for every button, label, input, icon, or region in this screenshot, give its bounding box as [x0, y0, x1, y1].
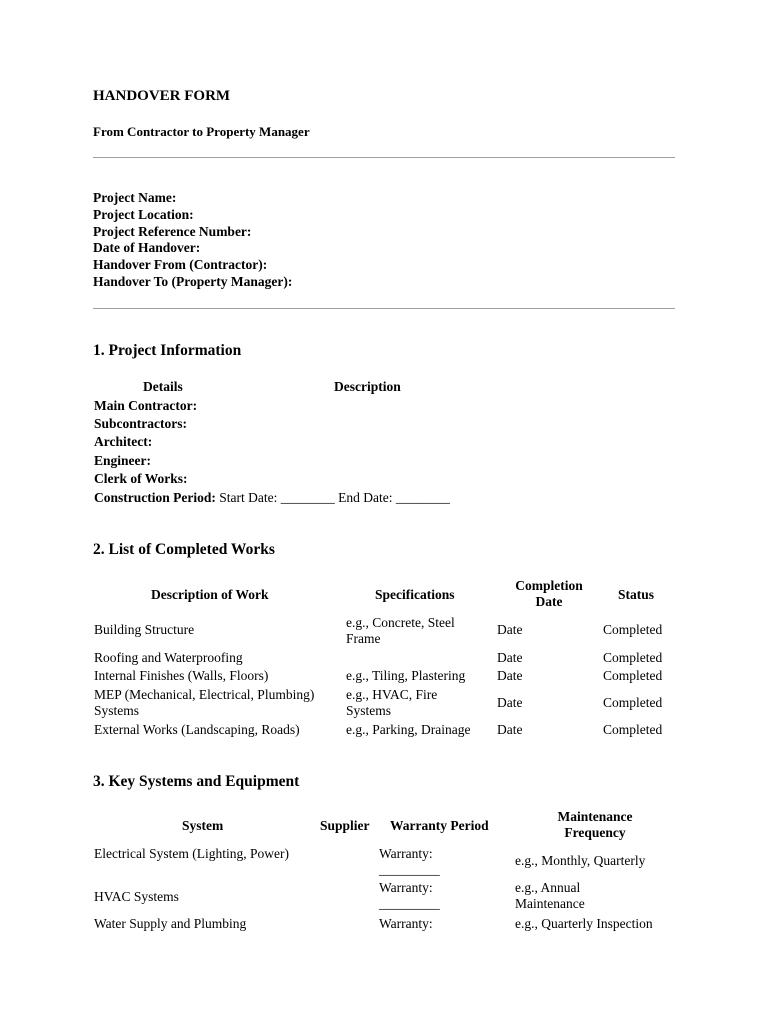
form-title: HANDOVER FORM — [93, 88, 231, 104]
row-architect: Architect: — [94, 434, 153, 449]
work-row-5-description: External Works (Landscaping, Roads) — [94, 722, 300, 737]
work-row-1-spec: e.g., Concrete, Steel Frame — [346, 615, 455, 646]
system-row-2-maintenance: e.g., Annual Maintenance — [515, 880, 585, 911]
work-row-5-status: Completed — [603, 722, 663, 737]
section-2-heading: 2. List of Completed Works — [93, 541, 275, 558]
col-specifications-header: Specifications — [375, 587, 455, 602]
field-date-of-handover: Date of Handover: — [93, 240, 201, 256]
section-1-heading: 1. Project Information — [93, 342, 242, 359]
field-handover-to: Handover To (Property Manager): — [93, 273, 293, 289]
col-details-header: Details — [143, 379, 183, 394]
work-row-3-description: Internal Finishes (Walls, Floors) — [94, 668, 269, 683]
work-row-4-date: Date — [497, 695, 523, 710]
work-row-1-date: Date — [497, 622, 523, 637]
project-fields — [93, 190, 292, 291]
form-subtitle: From Contractor to Property Manager — [93, 124, 310, 139]
work-row-5-spec: e.g., Parking, Drainage — [346, 722, 471, 737]
system-row-1-maintenance: e.g., Monthly, Quarterly — [515, 853, 646, 868]
divider-middle — [93, 308, 675, 309]
work-row-1-status: Completed — [603, 622, 663, 637]
field-project-location: Project Location: — [93, 206, 194, 222]
col-description-header: Description — [334, 379, 401, 394]
work-row-4-spec: e.g., HVAC, Fire Systems — [346, 687, 438, 718]
construction-period-value: Start Date: ________ End Date: ________ — [219, 490, 450, 505]
col-description-of-work-header: Description of Work — [151, 587, 269, 602]
col-supplier-header: Supplier — [320, 818, 370, 833]
field-project-reference: Project Reference Number: — [93, 223, 252, 239]
col-status-header: Status — [618, 587, 655, 602]
work-row-3-spec: e.g., Tiling, Plastering — [346, 668, 466, 683]
system-row-3-warranty: Warranty: — [379, 916, 433, 931]
field-project-name: Project Name: — [93, 190, 177, 205]
construction-period-label: Construction Period: — [94, 490, 216, 505]
system-row-1-warranty: Warranty: _________ — [379, 846, 440, 877]
row-engineer: Engineer: — [94, 453, 151, 468]
col-warranty-period-header: Warranty Period — [390, 818, 489, 833]
system-row-1-name: Electrical System (Lighting, Power) — [94, 846, 289, 861]
row-main-contractor: Main Contractor: — [94, 398, 198, 413]
work-row-2-status: Completed — [603, 650, 663, 665]
row-subcontractors: Subcontractors: — [94, 416, 187, 431]
field-handover-from: Handover From (Contractor): — [93, 257, 268, 273]
system-row-3-name: Water Supply and Plumbing — [94, 916, 247, 931]
work-row-5-date: Date — [497, 722, 523, 737]
col-system-header: System — [182, 818, 224, 833]
system-row-2-warranty: Warranty: _________ — [379, 880, 440, 911]
work-row-4-description: MEP (Mechanical, Electrical, Plumbing) Systems — [94, 687, 315, 718]
row-clerk-of-works: Clerk of Works: — [94, 471, 188, 486]
work-row-3-date: Date — [497, 668, 523, 683]
work-row-2-description: Roofing and Waterproofing — [94, 650, 243, 665]
divider-top — [93, 157, 675, 158]
system-row-3-maintenance: e.g., Quarterly Inspection — [515, 916, 653, 931]
row-construction-period — [94, 490, 450, 506]
col-maintenance-frequency-header: Maintenance Frequency — [557, 809, 633, 840]
work-row-4-status: Completed — [603, 695, 663, 710]
work-row-1-description: Building Structure — [94, 622, 195, 637]
work-row-3-status: Completed — [603, 668, 663, 683]
col-completion-date-header: Completion Date — [515, 578, 583, 609]
section-3-heading: 3. Key Systems and Equipment — [93, 773, 300, 790]
system-row-2-name: HVAC Systems — [94, 889, 179, 904]
work-row-2-date: Date — [497, 650, 523, 665]
